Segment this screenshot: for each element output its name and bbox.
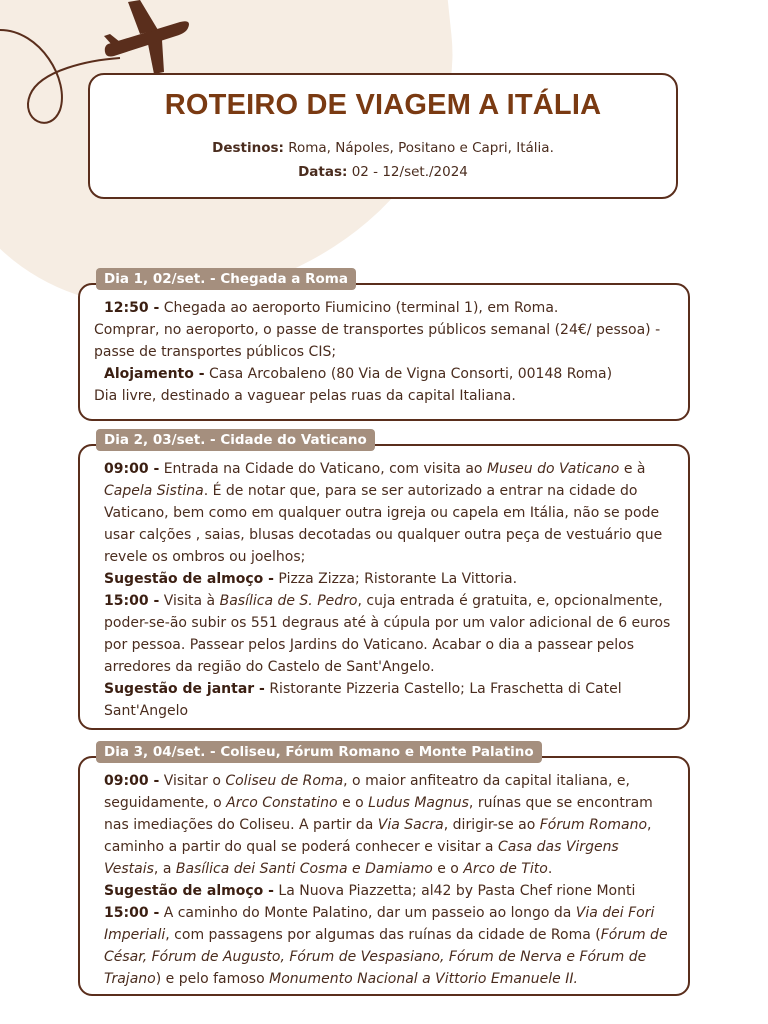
destinations-line bbox=[90, 136, 676, 160]
day-2-tag: Dia 2, 03/set. - Cidade do Vaticano bbox=[96, 429, 375, 451]
day-1-lodging: Alojamento - Casa Arcobaleno (80 Via de Vigna Consorti, 00148 Roma) bbox=[104, 366, 613, 382]
dates-line bbox=[90, 160, 676, 184]
dates-label: Datas: bbox=[298, 164, 348, 180]
day-1-tag: Dia 1, 02/set. - Chegada a Roma bbox=[96, 268, 356, 290]
day-3-box bbox=[78, 756, 690, 996]
airplane-icon bbox=[100, 0, 195, 75]
day-3-tag: Dia 3, 04/set. - Coliseu, Fórum Romano e Monte Palatino bbox=[96, 741, 542, 763]
header-card bbox=[88, 73, 678, 199]
page-title: ROTEIRO DE VIAGEM A ITÁLIA bbox=[164, 89, 602, 121]
day-3-morning: 09:00 - Visitar o Coliseu de Roma, o maior anfiteatro da capital italiana, e, seguidamente, o Arco Constatino e o Ludus Magnus, ruínas que se encontram nas imediações do Coliseu. A partir da Via Sacra, dirigir-se ao Fórum Romano, caminho a partir do qual se poderá conhecer e visitar a Casa das Virgens Vestais, a Basílica dei Santi Cosma e Damiamo e o Arco de Tito. bbox=[104, 773, 653, 877]
day-1-free-day: Dia livre, destinado a vaguear pelas ruas da capital Italiana. bbox=[94, 388, 516, 404]
day-3-lunch: Sugestão de almoço - La Nuova Piazzetta; al42 by Pasta Chef rione Monti bbox=[104, 883, 636, 899]
day-2-box bbox=[78, 444, 690, 730]
day-2-afternoon: 15:00 - Visita à Basílica de S. Pedro, cuja entrada é gratuita, e, opcionalmente, poder-se-ão subir os 551 degraus até à cúpula por um valor adicional de 6 euros por pessoa. Passear pelos Jardins do Vaticano. Acabar o dia a passear pelos arredores da região do Castelo de Sant'Angelo. bbox=[104, 593, 671, 675]
day-2-morning: 09:00 - Entrada na Cidade do Vaticano, com visita ao Museu do Vaticano e à Capela Sistina. É de notar que, para se ser autorizado a entrar na cidade do Vaticano, bem como em qualquer outra igreja ou capela em Itália, não se pode usar calções , saias, blusas decotadas ou qualquer outra peça de vestuário que revele os ombros ou joelhos; bbox=[104, 461, 663, 565]
day-3-afternoon: 15:00 - A caminho do Monte Palatino, dar um passeio ao longo da Via dei Fori Imperiali, com passagens por algumas das ruínas da cidade de Roma (Fórum de César, Fórum de Augusto, Fórum de Vespasiano, Fórum de Nerva e Fórum de Trajano) e pelo famoso Monumento Nacional a Vittorio Emanuele II. bbox=[104, 905, 668, 987]
day-2-dinner: Sugestão de jantar - Ristorante Pizzeria Castello; La Fraschetta di Catel Sant'Angelo bbox=[104, 681, 622, 719]
day-1-arrival: 12:50 - Chegada ao aeroporto Fiumicino (terminal 1), em Roma. bbox=[104, 300, 559, 316]
day-2-lunch: Sugestão de almoço - Pizza Zizza; Ristorante La Vittoria. bbox=[104, 571, 518, 587]
day-1-transport-pass: Comprar, no aeroporto, o passe de transportes públicos semanal (24€/ pessoa) - passe de transportes públicos CIS; bbox=[94, 322, 661, 360]
destinations-value: Roma, Nápoles, Positano e Capri, Itália. bbox=[283, 140, 554, 156]
dates-value: 02 - 12/set./2024 bbox=[347, 164, 468, 180]
day-1-box bbox=[78, 283, 690, 421]
destinations-label: Destinos: bbox=[212, 140, 284, 156]
